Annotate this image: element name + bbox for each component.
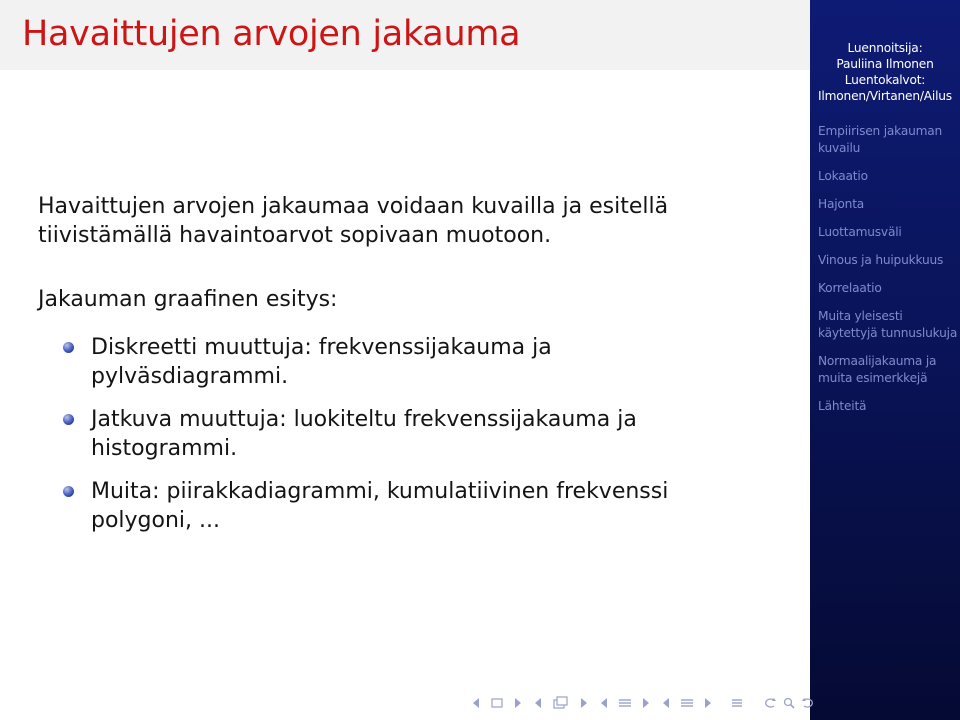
- sidebar-nav: [810, 123, 960, 415]
- next-frame-icon[interactable]: [506, 697, 524, 709]
- intro-line-1: Havaittujen arvojen jakaumaa voidaan kuvailla ja esitellä: [38, 194, 669, 219]
- sidebar-item-label: Lokaatio: [818, 169, 868, 183]
- sidebar: [810, 0, 960, 720]
- sidebar-item-label: Korrelaatio: [818, 281, 882, 295]
- sidebar-item-muita-tunnuslukuja[interactable]: [818, 308, 960, 342]
- sidebar-item-label: Empiirisen jakauman: [818, 124, 943, 138]
- sidebar-item-normaalijakauma[interactable]: [818, 353, 960, 387]
- zoom-back-icon[interactable]: [760, 697, 780, 709]
- slides-label: Luentokalvot:: [844, 73, 926, 87]
- sidebar-item-lahteita[interactable]: [818, 398, 960, 415]
- frame-title-bar: [0, 0, 810, 70]
- sidebar-item-hajonta[interactable]: [818, 196, 960, 213]
- section-lines-icon[interactable]: [616, 697, 634, 709]
- next-subsection-icon[interactable]: [572, 697, 590, 709]
- next-slide-icon[interactable]: [696, 697, 714, 709]
- lecturer-name: Pauliina Ilmonen: [836, 57, 934, 71]
- bullet-item: [38, 333, 788, 391]
- page-title: Havaittujen arvojen jakauma: [22, 14, 521, 54]
- bullet-item: [38, 405, 788, 463]
- sidebar-item-empiirisen-jakauman-kuvailu[interactable]: [818, 123, 960, 157]
- frame-box-icon[interactable]: [488, 697, 506, 709]
- sidebar-item-vinous-ja-huipukkuus[interactable]: [818, 252, 960, 269]
- intro-paragraph: [38, 192, 788, 250]
- first-frame-icon[interactable]: [470, 697, 488, 709]
- slide-content: [38, 192, 788, 549]
- lecturer-label: Luennoitsija:: [847, 41, 923, 55]
- sidebar-item-label: Hajonta: [818, 197, 865, 211]
- bullet-list: [38, 333, 788, 535]
- zoom-forward-icon[interactable]: [798, 697, 818, 709]
- bullet-line-2: histogrammi.: [91, 436, 238, 461]
- intro-line-2: tiivistämällä havaintoarvot sopivaan muotoon.: [38, 223, 552, 248]
- prev-subsection-icon[interactable]: [532, 697, 550, 709]
- bullet-icon: [63, 414, 74, 425]
- bullet-line-1: Muita: piirakkadiagrammi, kumulatiivinen frekvenssi: [91, 479, 669, 504]
- subsection-box-icon[interactable]: [550, 696, 572, 710]
- sidebar-item-label: Normaalijakauma ja: [818, 354, 937, 368]
- bullet-line-2: polygoni, ...: [91, 508, 221, 533]
- appendix-icon[interactable]: [728, 697, 746, 709]
- bullet-line-2: pylväsdiagrammi.: [91, 364, 289, 389]
- sidebar-item-label: muita esimerkkejä: [818, 371, 928, 385]
- bullet-icon: [63, 486, 74, 497]
- subheading: Jakauman graafinen esitys:: [38, 287, 338, 312]
- bullet-icon: [63, 342, 74, 353]
- sidebar-item-luottamusvali[interactable]: [818, 224, 960, 241]
- sidebar-item-label: käytettyjä tunnuslukuja: [818, 326, 958, 340]
- bullet-line-1: Jatkuva muuttuja: luokiteltu frekvenssijakauma ja: [91, 407, 637, 432]
- sidebar-item-label: Vinous ja huipukkuus: [818, 253, 944, 267]
- sidebar-header: [810, 0, 960, 104]
- next-section-icon[interactable]: [634, 697, 652, 709]
- sidebar-item-lokaatio[interactable]: [818, 168, 960, 185]
- beamer-navigation-bar: [470, 696, 818, 710]
- slide-lines-icon[interactable]: [678, 697, 696, 709]
- sidebar-item-label: Lähteitä: [818, 399, 867, 413]
- prev-slide-icon[interactable]: [660, 697, 678, 709]
- search-icon[interactable]: [780, 697, 798, 709]
- slides-authors: Ilmonen/Virtanen/Ailus: [818, 89, 952, 103]
- sidebar-item-label: Luottamusväli: [818, 225, 902, 239]
- prev-section-icon[interactable]: [598, 697, 616, 709]
- bullet-line-1: Diskreetti muuttuja: frekvenssijakauma ja: [91, 335, 552, 360]
- sidebar-item-label: kuvailu: [818, 141, 861, 155]
- bullet-item: [38, 477, 788, 535]
- sidebar-item-label: Muita yleisesti: [818, 309, 903, 323]
- sidebar-item-korrelaatio[interactable]: [818, 280, 960, 297]
